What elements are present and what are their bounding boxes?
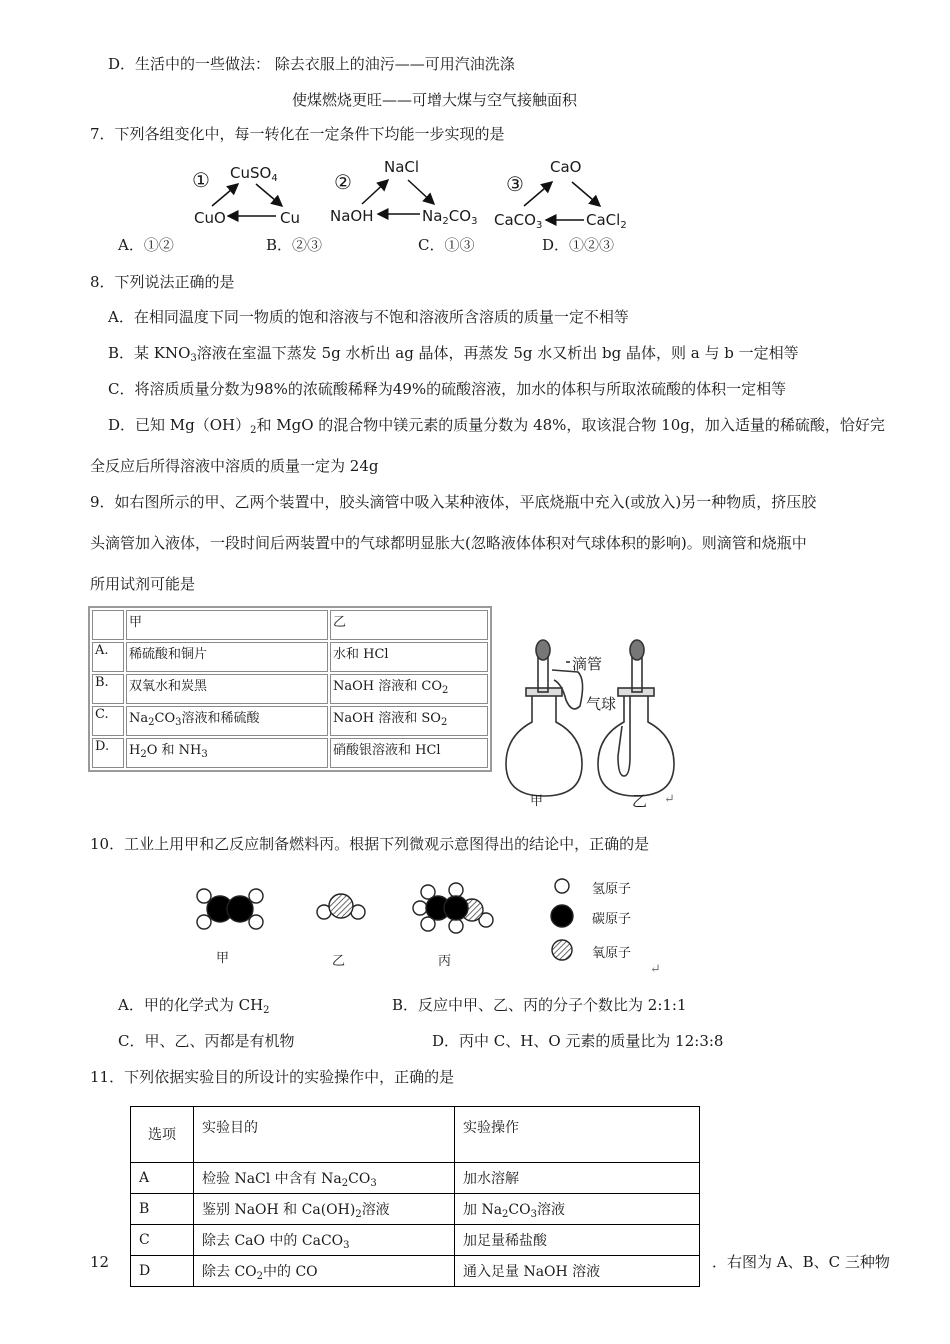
q11-table xyxy=(130,1106,700,1287)
q11-row-b-key: B xyxy=(131,1194,194,1225)
table-row xyxy=(131,1194,700,1225)
q9-head-key xyxy=(92,610,124,640)
q9-stem-line1: 9．如右图所示的甲、乙两个装置中，胶头滴管中吸入某种液体，平底烧瓶中充入(或放入)另一种物质，挤压胶 xyxy=(90,493,817,511)
q7-option-d: D．①②③ xyxy=(542,236,615,254)
q9-head-jia: 甲 xyxy=(126,610,328,640)
legend-oxygen-icon xyxy=(552,940,572,960)
q12-stem-fragment: ．右图为 A、B、C 三种物 xyxy=(712,1253,890,1271)
q9-flasks xyxy=(500,636,720,812)
paragraph-mark: ↵ xyxy=(664,792,675,807)
q10-option-a: A．甲的化学式为 $CH_2$ xyxy=(118,996,270,1016)
carbon-atom xyxy=(444,896,468,920)
q9-row-b-yi: NaOH 溶液和 $CO_2$ xyxy=(330,674,488,704)
q9-row-a-jia: 稀硫酸和铜片 xyxy=(126,642,328,672)
q9-head-yi: 乙 xyxy=(330,610,488,640)
hydrogen-atom xyxy=(197,889,211,903)
table-row xyxy=(92,706,488,736)
q10-option-c: C．甲、乙、丙都是有机物 xyxy=(118,1032,295,1050)
q7-g1-arrow-a xyxy=(212,184,238,206)
q7-option-c: C．①③ xyxy=(418,236,475,254)
q7-g2-arrow-b xyxy=(408,180,434,204)
q9-stem-line3: 所用试剂可能是 xyxy=(90,575,196,593)
q7-g2-arrow-a xyxy=(362,180,388,204)
table-row xyxy=(131,1163,700,1194)
q9-row-a-yi: 水和 HCl xyxy=(330,642,488,672)
q11-row-d-goal: 除去 $CO_2$中的 CO xyxy=(194,1256,455,1287)
hydrogen-atom xyxy=(449,883,463,897)
hydrogen-atom xyxy=(413,901,427,915)
q7-group2-number: ② xyxy=(334,170,352,194)
q7-group3-number: ③ xyxy=(506,172,524,196)
q10-label-yi: 乙 xyxy=(332,954,346,969)
q7-g1-arrow-b xyxy=(256,184,282,206)
q11-head-goal: 实验目的 xyxy=(194,1107,455,1163)
q11-row-d-operation: 通入足量 NaOH 溶液 xyxy=(455,1256,700,1287)
q9-row-d-jia: $H_2O$ 和 $NH_3$ xyxy=(126,738,328,768)
table-row xyxy=(131,1107,700,1163)
q8-stem: 8．下列说法正确的是 xyxy=(90,273,235,291)
q7-g3-left: CaCO$_3$ xyxy=(494,211,543,231)
q9-row-c-key: C. xyxy=(92,706,124,736)
q10-label-jia: 甲 xyxy=(216,951,230,966)
q7-g1-left: CuO xyxy=(194,209,226,227)
q9-label-dropper: 滴管 xyxy=(572,655,603,673)
q9-label-jia: 甲 xyxy=(530,794,544,809)
q11-row-b-operation: 加 $Na_2CO_3$溶液 xyxy=(455,1194,700,1225)
table-row xyxy=(92,738,488,768)
q9-row-d-key: D. xyxy=(92,738,124,768)
q7-g3-top: CaO xyxy=(550,158,582,176)
q11-row-a-operation: 加水溶解 xyxy=(455,1163,700,1194)
q9-label-balloon: 气球 xyxy=(586,695,617,713)
q9-row-b-jia: 双氧水和炭黑 xyxy=(126,674,328,704)
q10-legend-carbon: 碳原子 xyxy=(592,912,632,927)
q12-number: 12 xyxy=(90,1253,110,1271)
q7-g1-top: CuSO$_4$ xyxy=(230,164,278,184)
oxygen-atom xyxy=(329,894,353,918)
q9-row-b-key: B. xyxy=(92,674,124,704)
hydrogen-atom xyxy=(197,915,211,929)
q9-label-yi: 乙 xyxy=(632,792,648,810)
table-row xyxy=(131,1225,700,1256)
q10-option-b: B．反应中甲、乙、丙的分子个数比为 2:1:1 xyxy=(392,996,687,1014)
q7-g3-right: CaCl$_2$ xyxy=(586,211,627,231)
q7-arrows xyxy=(0,0,950,260)
q7-stem: 7．下列各组变化中，每一转化在一定条件下均能一步实现的是 xyxy=(90,125,505,143)
q6-option-d-line2: 使煤燃烧更旺——可增大煤与空气接触面积 xyxy=(292,91,578,109)
q8-option-d: D．已知 $Mg(OH)_2$和 MgO 的混合物中镁元素的质量分数为 48%，取该混合物 10g，加入适量的稀硫酸，恰好完 xyxy=(108,416,885,436)
paragraph-mark: ↵ xyxy=(650,962,661,977)
q7-g3-arrow-b xyxy=(572,182,600,206)
q6-option-d-line1: D．生活中的一些做法： 除去衣服上的油污——可用汽油洗涤 xyxy=(108,55,515,73)
q7-option-a: A．①② xyxy=(118,236,174,254)
q8-option-b: B．某 $KNO_3$溶液在室温下蒸发 5g 水析出 ag 晶体，再蒸发 5g 水又析出 bg 晶体，则 a 与 b 一定相等 xyxy=(108,344,799,364)
table-row xyxy=(131,1256,700,1287)
q9-stem-line2: 头滴管加入液体，一段时间后两装置中的气球都明显胀大(忽略液体体积对气球体积的影响)。则滴管和烧瓶中 xyxy=(90,534,807,552)
q11-head-option: 选项 xyxy=(131,1107,194,1163)
q7-g2-right: $Na_2CO_3$ xyxy=(422,207,478,227)
legend-carbon-icon xyxy=(551,905,573,927)
q7-g2-top: NaCl xyxy=(384,158,420,176)
q9-row-c-jia: $Na_2CO_3$溶液和稀硫酸 xyxy=(126,706,328,736)
q11-row-c-key: C xyxy=(131,1225,194,1256)
q10-legend-oxygen: 氧原子 xyxy=(592,946,632,961)
q7-option-b: B．②③ xyxy=(266,236,323,254)
carbon-atom xyxy=(227,896,253,922)
q8-option-a: A．在相同温度下同一物质的饱和溶液与不饱和溶液所含溶质的质量一定不相等 xyxy=(108,308,629,326)
q9-table xyxy=(88,606,492,772)
q10-stem: 10．工业上用甲和乙反应制备燃料丙。根据下列微观示意图得出的结论中，正确的是 xyxy=(90,835,650,853)
q11-row-d-key: D xyxy=(131,1256,194,1287)
q10-label-bing: 丙 xyxy=(438,954,452,969)
hydrogen-atom xyxy=(249,889,263,903)
q9-row-c-yi: NaOH 溶液和 $SO_2$ xyxy=(330,706,488,736)
q9-row-a-key: A. xyxy=(92,642,124,672)
dropper-bulb-yi xyxy=(630,640,644,660)
q11-row-c-goal: 除去 CaO 中的 CaCO$_3$ xyxy=(194,1225,455,1256)
q8-option-d-cont: 全反应后所得溶液中溶质的质量一定为 24g xyxy=(90,457,379,475)
q11-row-a-key: A xyxy=(131,1163,194,1194)
q10-option-d: D．丙中 C、H、O 元素的质量比为 12:3:8 xyxy=(432,1032,724,1050)
q11-row-a-goal: 检验 NaCl 中含有 $Na_2CO_3$ xyxy=(194,1163,455,1194)
table-row xyxy=(92,642,488,672)
q11-row-b-goal: 鉴别 NaOH 和 $Ca(OH)_2$溶液 xyxy=(194,1194,455,1225)
q11-row-c-operation: 加足量稀盐酸 xyxy=(455,1225,700,1256)
table-row xyxy=(92,610,488,640)
q7-g3-arrow-a xyxy=(524,182,552,206)
legend-hydrogen-icon xyxy=(555,879,569,893)
q11-head-operation: 实验操作 xyxy=(455,1107,700,1163)
hydrogen-atom xyxy=(249,915,263,929)
q8-option-c: C．将溶质质量分数为98%的浓硫酸稀释为49%的硫酸溶液，加水的体积与所取浓硫酸的体积一定相等 xyxy=(108,380,787,398)
q9-row-d-yi: 硝酸银溶液和 HCl xyxy=(330,738,488,768)
q7-g1-right: Cu xyxy=(280,209,300,227)
hydrogen-atom xyxy=(449,919,463,933)
q10-legend-hydrogen: 氢原子 xyxy=(592,882,632,897)
q7-group1-number: ① xyxy=(192,168,210,192)
q7-g2-left: NaOH xyxy=(330,207,374,225)
q11-stem: 11．下列依据实验目的所设计的实验操作中，正确的是 xyxy=(90,1068,455,1086)
dropper-bulb-jia xyxy=(536,640,550,660)
table-row xyxy=(92,674,488,704)
